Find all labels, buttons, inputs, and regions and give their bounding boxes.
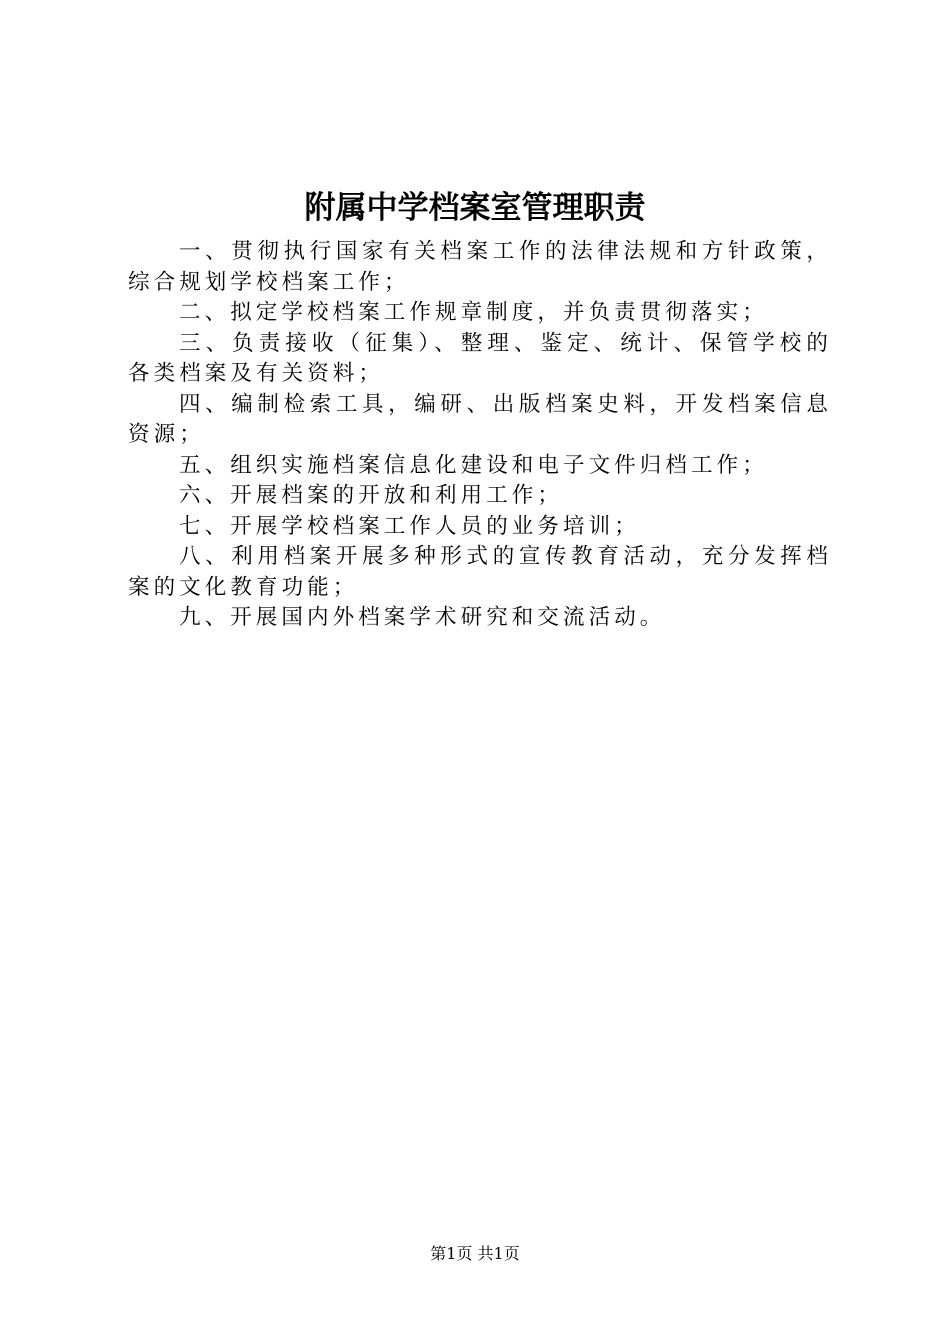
page-footer: 第1页 共1页 bbox=[430, 1244, 520, 1263]
duty-item-2: 二、拟定学校档案工作规章制度，并负责贯彻落实； bbox=[179, 300, 768, 325]
document-title: 附属中学档案室管理职责 bbox=[304, 190, 646, 226]
duty-item-7: 七、开展学校档案工作人员的业务培训； bbox=[179, 513, 640, 539]
duty-item-1: 一、贯彻执行国家有关档案工作的法律法规和方针政策，综合规划学校档案工作； bbox=[128, 239, 832, 295]
duty-item-3: 三、负责接收（征集）、整理、鉴定、统计、保管学校的各类档案及有关资料； bbox=[128, 330, 832, 386]
duty-item-5: 五、组织实施档案信息化建设和电子文件归档工作； bbox=[179, 452, 768, 478]
duty-item-4: 四、编制检索工具，编研、出版档案史料，开发档案信息资源； bbox=[128, 391, 832, 447]
duty-item-9: 九、开展国内外档案学术研究和交流活动。 bbox=[179, 605, 666, 630]
duty-item-6: 六、开展档案的开放和利用工作； bbox=[179, 483, 564, 508]
duty-item-8: 八、利用档案开展多种形式的宣传教育活动，充分发挥档案的文化教育功能； bbox=[128, 544, 832, 600]
document-body bbox=[128, 237, 832, 634]
